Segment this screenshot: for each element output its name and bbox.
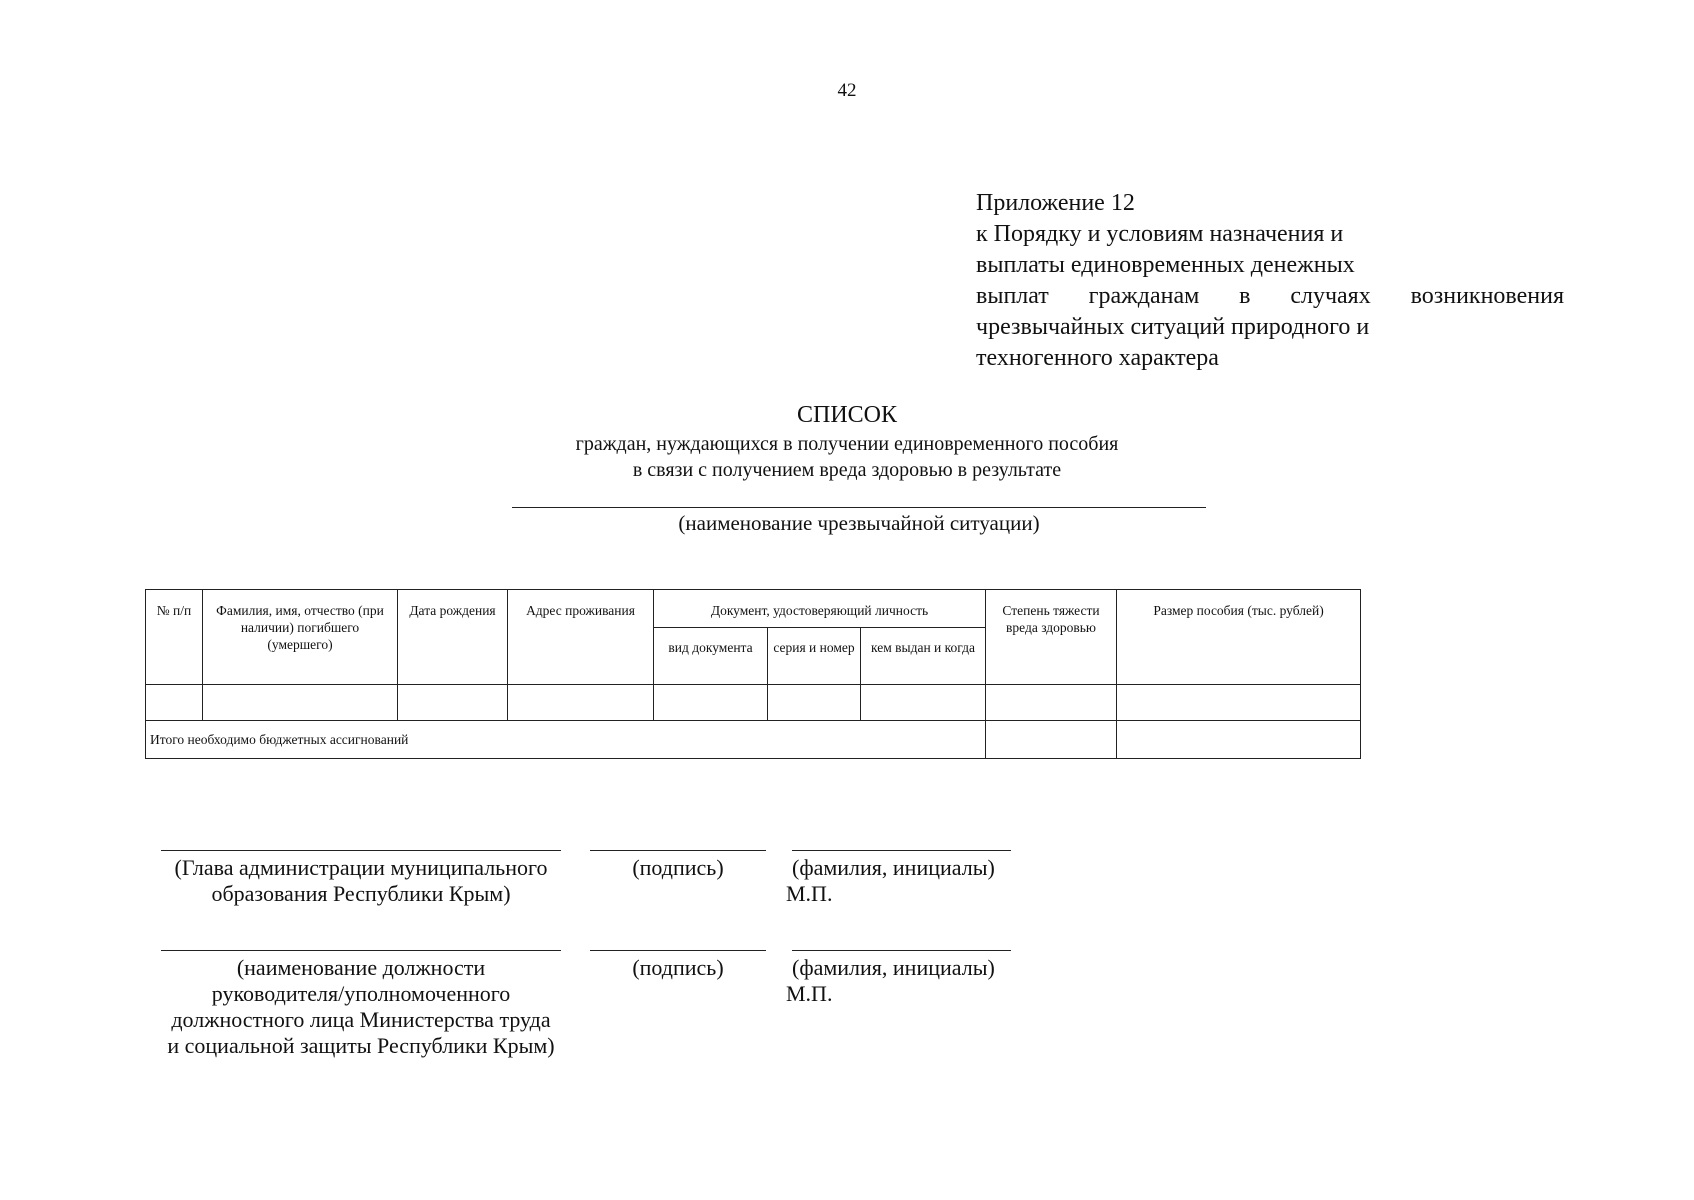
table-row: [146, 685, 1361, 721]
position-blank-line: [161, 850, 561, 851]
name-caption: (фамилия, инициалы): [792, 955, 995, 980]
document-subtitle-line1: граждан, нуждающихся в получении единовременного пособия: [575, 433, 1119, 455]
position-line: образования Республики Крым): [211, 881, 511, 906]
seal-caption: М.П.: [786, 881, 833, 906]
total-label: Итого необходимо бюджетных ассигнований: [146, 721, 986, 759]
header-issued-by: кем выдан и когда: [861, 628, 986, 685]
empty-cell: [986, 685, 1117, 721]
empty-cell: [146, 685, 203, 721]
empty-cell: [398, 685, 508, 721]
appendix-line: техногенного характера: [976, 345, 1219, 371]
appendix-line: выплат гражданам в случаях возникновения: [976, 283, 1564, 309]
signature-blank-line: [590, 950, 766, 951]
signature-caption: (подпись): [632, 955, 724, 980]
empty-cell: [1117, 685, 1361, 721]
header-address: Адрес проживания: [508, 590, 654, 685]
total-row: [146, 721, 1361, 759]
seal-caption: М.П.: [786, 981, 833, 1006]
name-caption: (фамилия, инициалы): [792, 855, 995, 880]
header-birth-date: Дата рождения: [398, 590, 508, 685]
header-benefit-amount: Размер пособия (тыс. рублей): [1117, 590, 1361, 685]
name-blank-line: [792, 850, 1011, 851]
appendix-line: Приложение 12: [976, 190, 1135, 216]
emergency-name-caption: (наименование чрезвычайной ситуации): [678, 511, 1040, 535]
appendix-line: выплаты единовременных денежных: [976, 252, 1355, 278]
document-title-block: [0, 401, 1694, 483]
empty-cell: [203, 685, 398, 721]
appendix-line: к Порядку и условиям назначения и: [976, 221, 1344, 247]
empty-cell: [861, 685, 986, 721]
page-number: 42: [837, 80, 857, 101]
appendix-reference: [976, 188, 1564, 374]
document-subtitle-line2: в связи с получением вреда здоровью в результате: [632, 459, 1062, 481]
header-doc-type: вид документа: [654, 628, 768, 685]
empty-cell: [768, 685, 861, 721]
header-injury-severity: Степень тяжести вреда здоровью: [986, 590, 1117, 685]
position-blank-line: [161, 950, 561, 951]
signature-caption: (подпись): [632, 855, 724, 880]
header-identity-document: Документ, удостоверяющий личность: [654, 590, 986, 628]
signatory-position: [141, 855, 581, 907]
position-line: (Глава администрации муниципального: [174, 855, 548, 880]
citizens-register-table: [145, 589, 1361, 759]
empty-cell: [986, 721, 1117, 759]
position-line: должностного лица Министерства труда: [171, 1007, 551, 1032]
empty-cell: [1117, 721, 1361, 759]
emergency-name-blank-line: [512, 507, 1206, 508]
header-number: № п/п: [146, 590, 203, 685]
signatory-position: [141, 955, 581, 1059]
empty-cell: [654, 685, 768, 721]
header-series-number: серия и номер: [768, 628, 861, 685]
position-line: и социальной защиты Республики Крым): [167, 1033, 555, 1058]
empty-cell: [508, 685, 654, 721]
position-line: (наименование должности: [236, 955, 486, 980]
appendix-line: чрезвычайных ситуаций природного и: [976, 314, 1370, 340]
position-line: руководителя/уполномоченного: [211, 981, 511, 1006]
header-full-name: Фамилия, имя, отчество (при наличии) погибшего (умершего): [203, 590, 398, 685]
signature-blank-line: [590, 850, 766, 851]
name-blank-line: [792, 950, 1011, 951]
document-title: СПИСОК: [796, 402, 898, 428]
